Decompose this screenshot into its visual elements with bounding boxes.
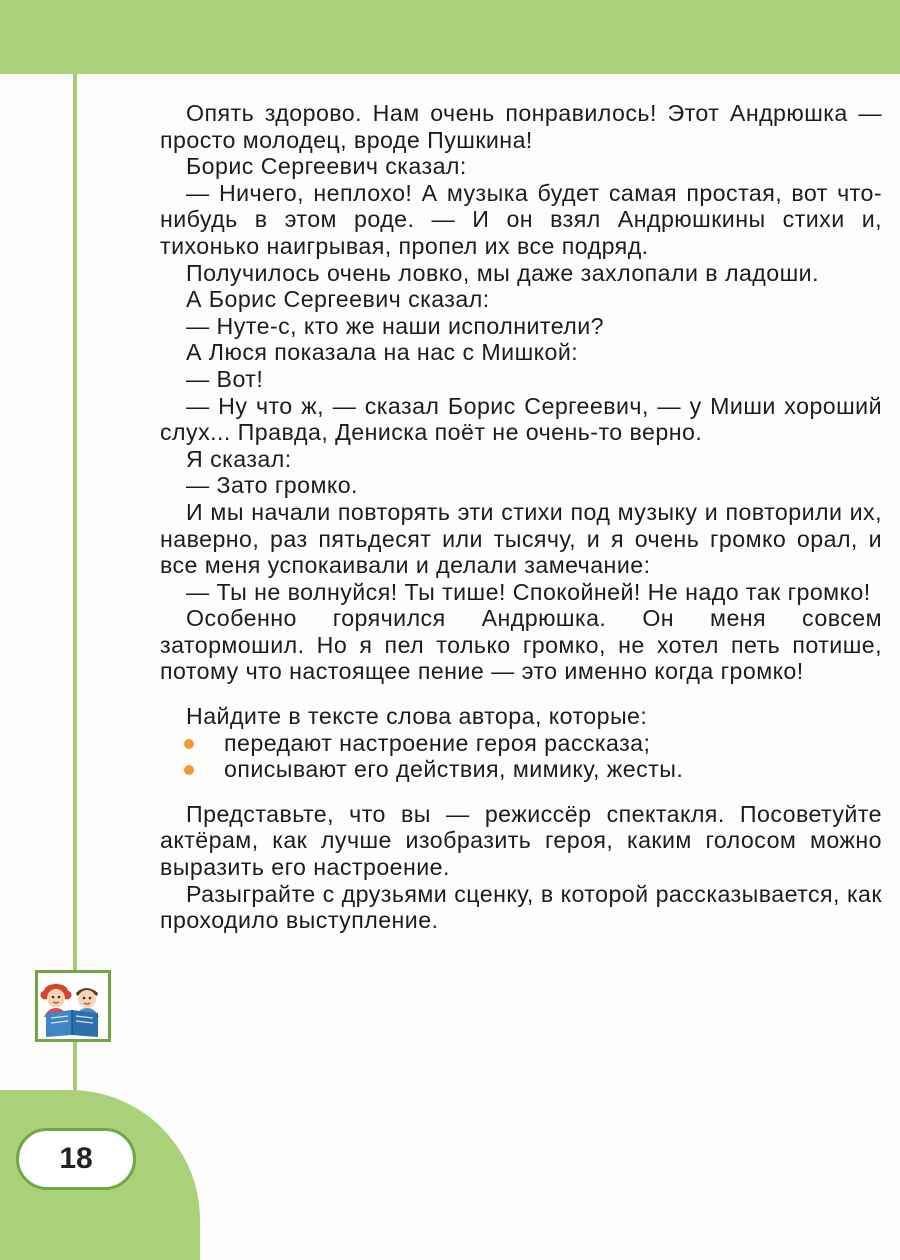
story-paragraph: — Ты не волнуйся! Ты тише! Спокойней! Не надо так громко!	[186, 578, 871, 605]
story-text	[160, 100, 882, 685]
story-paragraph: Опять здорово. Нам очень понравилось! Этот Андрюшка — просто молодец, вроде Пушкина!	[160, 100, 882, 153]
orange-bullet-icon	[184, 739, 194, 749]
story-paragraph: — Нуте-с, кто же наши исполнители?	[186, 312, 605, 339]
task-2-paragraph: Разыграйте с друзьями сценку, в которой рассказывается, как проходило выступление.	[160, 880, 882, 934]
task-1-item: описывают его действия, мимику, жесты.	[160, 756, 882, 783]
story-paragraph: И мы начали повторять эти стихи под музыку и повторили их, наверно, раз пятьдесят или тысячу, и я очень громко орал, и все меня успокаивали и делали замечание:	[160, 498, 882, 579]
text-column	[160, 100, 882, 934]
orange-bullet-icon	[184, 765, 194, 775]
task-1-item: передают настроение героя рассказа;	[160, 730, 882, 757]
top-color-band	[0, 0, 900, 74]
story-paragraph: Особенно горячился Андрюшка. Он меня совсем затормошил. Но я пел только громко, не хотел петь потише, потому что настоящее пение — это именно когда громко!	[160, 605, 882, 685]
story-paragraph: Получилось очень ловко, мы даже захлопали в ладоши.	[186, 259, 819, 286]
story-paragraph: — Ну что ж, — сказал Борис Сергеевич, — у Миши хороший слух... Правда, Дениска поёт не очень-то верно.	[160, 392, 882, 446]
story-paragraph: Я сказал:	[186, 445, 292, 472]
page-number: 18	[16, 1128, 136, 1190]
task-1	[160, 703, 882, 783]
story-paragraph: А Люся показала на нас с Мишкой:	[186, 339, 579, 366]
task-1-list	[160, 730, 882, 783]
task-2	[160, 801, 882, 934]
story-paragraph: Борис Сергеевич сказал:	[186, 153, 467, 180]
task-2-paragraph: Представьте, что вы — режиссёр спектакля. Посоветуйте актёрам, как лучше изобразить героя, каким голосом можно выразить его настроение.	[160, 800, 882, 881]
story-paragraph: А Борис Сергеевич сказал:	[186, 286, 490, 313]
story-paragraph: — Вот!	[186, 365, 264, 392]
kids-reading-icon	[35, 970, 111, 1042]
story-paragraph: — Зато громко.	[186, 472, 358, 499]
story-paragraph: — Ничего, неплохо! А музыка будет самая простая, вот что-нибудь в этом роде. — И он взял Андрюшкины стихи и, тихонько наигрывая, пропел их все подряд.	[160, 179, 882, 259]
task-1-intro: Найдите в тексте слова автора, которые:	[186, 703, 648, 730]
